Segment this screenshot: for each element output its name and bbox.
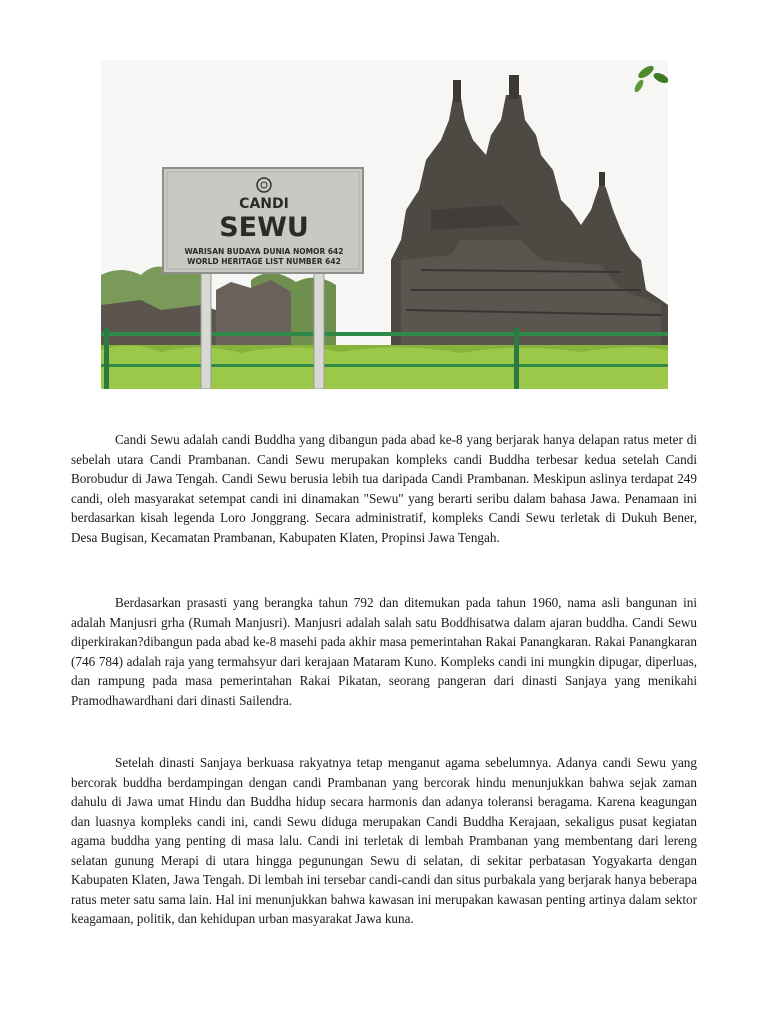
sign-line-sewu: SEWU <box>219 212 309 243</box>
paragraph-3 <box>71 753 697 929</box>
paragraph-2 <box>71 593 697 710</box>
paragraph-1 <box>71 430 697 547</box>
paragraph-2-text: Berdasarkan prasasti yang berangka tahun 792 dan ditemukan pada tahun 1960, nama asli bangunan ini adalah Manjusri grha (Rumah Manjusri). Manjusri adalah salah satu Boddhisatwa dalam ajaran buddha. Candi Sewu diperkirakan?dibangun pada abad ke-8 masehi pada akhir masa pemerintahan Rakai Panangkaran. Rakai Panangkaran (746 784) adalah raja yang termahsyur dari kerajaan Mataram Kuno. Kompleks candi ini mungkin dipugar, diperluas, dan rampung pada masa pemerintahan Rakai Pikatan, seorang pangeran dari dinasti Sanjaya yang menikahi Pramodhawardhani dari dinasti Sailendra. <box>71 595 697 708</box>
candi-sewu-photo <box>101 60 668 389</box>
temple-illustration <box>101 60 668 389</box>
paragraph-3-text: Setelah dinasti Sanjaya berkuasa rakyatnya tetap menganut agama sebelumnya. Adanya candi Sewu yang bercorak buddha berdampingan dengan candi Prambanan yang bercorak hindu menunjukkan bahwa sejak zaman dahulu di Jawa umat Hindu dan Buddha hidup secara harmonis dan adanya toleransi beragama. Karena keagungan dan luasnya kompleks candi ini, candi Sewu diduga merupakan Candi Buddha Kerajaan, sekaligus pusat kegiatan agama buddha yang penting di masa lalu. Candi ini terletak di lembah Prambanan yang membentang dari lereng selatan gunung Merapi di utara hingga pegunungan Sewu di selatan, di sekitar perbatasan Yogyakarta dengan Kabupaten Klaten, Jawa Tengah. Di lembah ini tersebar candi-candi dan situs purbakala yang berjarak hanya beberapa ratus meter satu sama lain. Hal ini menunjukkan bahwa kawasan ini merupakan kawasan penting artinya dalam sektor keagamaan, politik, dan kehidupan urban masyarakat Jawa kuna. <box>71 755 697 926</box>
sign-line-candi: CANDI <box>239 196 289 212</box>
candi-sewu-sign <box>163 168 363 273</box>
paragraph-1-text: Candi Sewu adalah candi Buddha yang dibangun pada abad ke-8 yang berjarak hanya delapan ratus meter di sebelah utara Candi Prambanan. Candi Sewu merupakan kompleks candi Buddha terbesar kedua setelah Candi Borobudur di Jawa Tengah. Candi Sewu berusia lebih tua daripada Candi Prambanan. Meskipun aslinya terdapat 249 candi, oleh masyarakat setempat candi ini dinamakan "Sewu" yang berarti seribu dalam bahasa Jawa. Penamaan ini berdasarkan kisah legenda Loro Jonggrang. Secara administratif, kompleks Candi Sewu terletak di Dukuh Bener, Desa Bugisan, Kecamatan Prambanan, Kabupaten Klaten, Propinsi Jawa Tengah. <box>71 432 697 545</box>
sign-line-heritage: WORLD HERITAGE LIST NUMBER 642 <box>187 257 341 266</box>
sign-line-warisan: WARISAN BUDAYA DUNIA NOMOR 642 <box>184 247 344 256</box>
